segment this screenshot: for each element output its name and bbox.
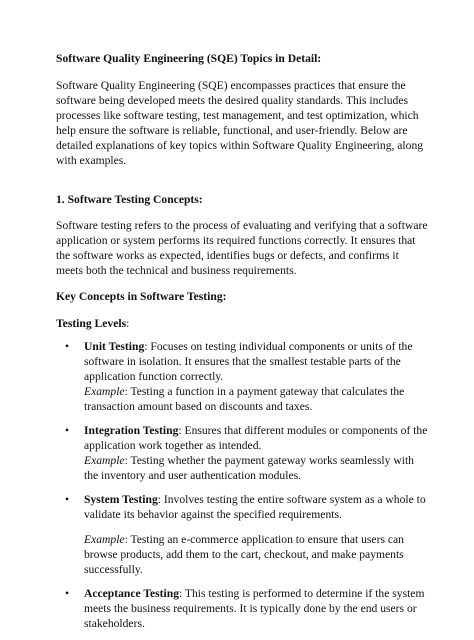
term-description: : Focuses on testing individual components or units of the software in isolation. It ensures that the smallest testable parts of the application function correctly. bbox=[84, 340, 413, 383]
document-title: Software Quality Engineering (SQE) Topics in Detail: bbox=[56, 52, 322, 65]
term-unit-testing: Unit Testing bbox=[84, 340, 145, 353]
term-description: : This testing is performed to determine if the system meets the business requirements. It is typically done by the end users or stakeholders. bbox=[84, 587, 425, 630]
intro-paragraph: Software Quality Engineering (SQE) encompasses practices that ensure the software being developed meets the desired quality standards. This includes processes like software testing, test management, and test optimization, which help ensure the software is reliable, functional, and user-friendly. Below are detailed explanations of key topics within Software Quality Engineering, along with examples. bbox=[56, 79, 424, 167]
example-text: : Testing a function in a payment gateway that calculates the transaction amount based on discounts and taxes. bbox=[84, 385, 405, 413]
bullet-icon: • bbox=[65, 424, 70, 437]
subsection-heading-key-concepts: Key Concepts in Software Testing: bbox=[56, 290, 227, 303]
example-label: Example bbox=[84, 385, 125, 398]
list-item-acceptance-testing bbox=[56, 586, 428, 631]
list-item-unit-testing bbox=[56, 339, 428, 414]
list-item-body bbox=[84, 339, 428, 384]
example-label: Example bbox=[84, 454, 125, 467]
testing-levels-list bbox=[56, 339, 428, 631]
term-description: : Ensures that different modules or components of the application work together as intended. bbox=[84, 424, 428, 452]
term-acceptance-testing: Acceptance Testing bbox=[84, 587, 179, 600]
bullet-icon: • bbox=[65, 493, 70, 506]
example-line bbox=[84, 384, 428, 414]
example-text: : Testing whether the payment gateway works seamlessly with the inventory and user authentication modules. bbox=[84, 454, 414, 482]
example-text: : Testing an e-commerce application to ensure that users can browse products, add them to the cart, checkout, and make payments successfully. bbox=[84, 533, 404, 576]
bullet-icon: • bbox=[65, 587, 70, 600]
bullet-icon: • bbox=[65, 340, 70, 353]
example-label: Example bbox=[84, 533, 125, 546]
testing-levels-label-text: Testing Levels bbox=[56, 317, 127, 330]
document-page bbox=[56, 51, 428, 640]
term-system-testing: System Testing bbox=[84, 493, 158, 506]
example-line bbox=[84, 532, 428, 577]
example-line bbox=[84, 453, 428, 483]
list-item-body bbox=[84, 586, 428, 631]
testing-levels-colon: : bbox=[126, 317, 130, 330]
list-item-system-testing bbox=[56, 492, 428, 577]
list-item-body bbox=[84, 492, 428, 522]
term-description: : Involves testing the entire software system as a whole to validate its behavior against the specified requirements. bbox=[84, 493, 426, 521]
section-paragraph: Software testing refers to the process of evaluating and verifying that a software application or system performs its required functions correctly. It ensures that the software works as expected, identifies bugs or defects, and confirms it meets both the technical and business requirements. bbox=[56, 219, 428, 277]
testing-levels-label bbox=[56, 316, 428, 331]
section-heading-software-testing: 1. Software Testing Concepts: bbox=[56, 193, 203, 206]
list-item-integration-testing bbox=[56, 423, 428, 483]
term-integration-testing: Integration Testing bbox=[84, 424, 179, 437]
list-item-body bbox=[84, 423, 428, 453]
